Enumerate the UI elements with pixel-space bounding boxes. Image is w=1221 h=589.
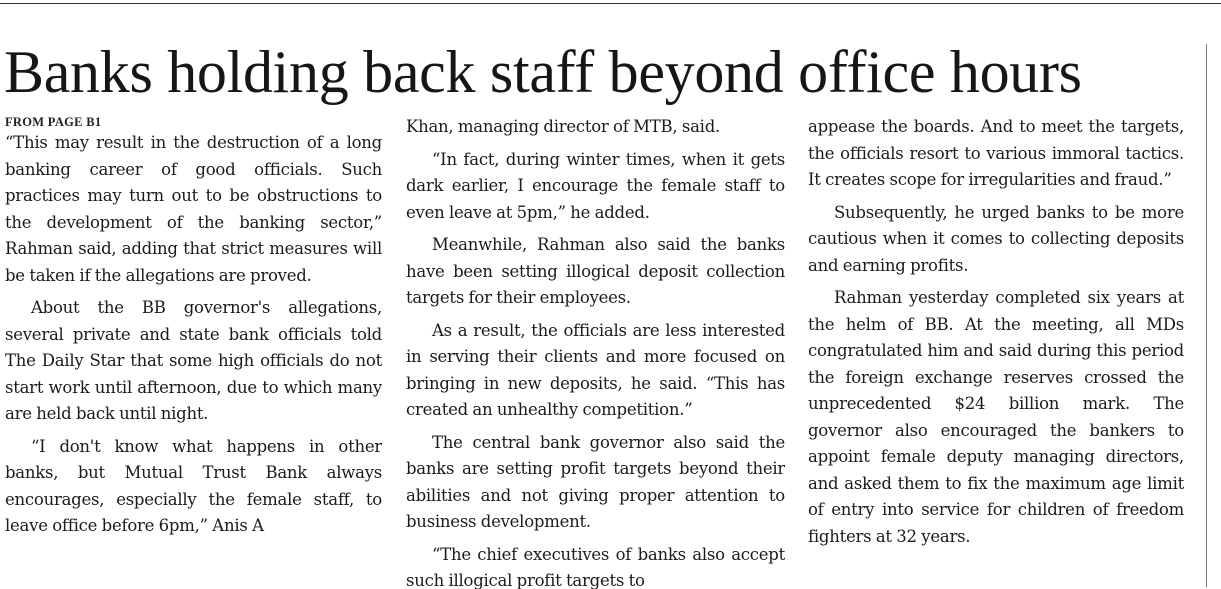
paragraph: As a result, the officials are less interested in serving their clients and more focused on bringing in new deposits, he said. “This has created an unhealthy competition.”: [406, 318, 785, 424]
paragraph: “This may result in the destruction of a long banking career of good officials. Such practices may turn out to be obstructions to the development of the banking sector,” Rahman said, adding that strict measures will be taken if the allegations are proved.: [5, 130, 382, 289]
headline: Banks holding back staff beyond office hours: [4, 36, 1204, 108]
paragraph: “I don't know what happens in other banks, but Mutual Trust Bank always encourages, especially the female staff, to leave office before 6pm,” Anis A: [5, 434, 382, 540]
paragraph: “The chief executives of banks also accept such illogical profit targets to: [406, 542, 785, 589]
paragraph: About the BB governor's allegations, several private and state bank officials told The Daily Star that some high officials do not start work until afternoon, due to which many are held back until night.: [5, 295, 382, 428]
paragraph: Meanwhile, Rahman also said the banks have been setting illogical deposit collection targets for their employees.: [406, 232, 785, 312]
article-column-2: [406, 114, 785, 589]
paragraph: Rahman yesterday completed six years at the helm of BB. At the meeting, all MDs congratulated him and said during this period the foreign exchange reserves crossed the unprecedented $24 billion mark. The governor also encouraged the bankers to appoint female deputy managing directors, and asked them to fix the maximum age limit of entry into service for children of freedom fighters at 32 years.: [808, 285, 1184, 550]
article-column-3: [808, 114, 1184, 589]
column-rule: [1206, 44, 1207, 587]
paragraph: “In fact, during winter times, when it gets dark earlier, I encourage the female staff to even leave at 5pm,” he added.: [406, 147, 785, 227]
paragraph: The central bank governor also said the banks are setting profit targets beyond their abilities and not giving proper attention to business development.: [406, 430, 785, 536]
paragraph: appease the boards. And to meet the targets, the officials resort to various immoral tactics. It creates scope for irregularities and fraud.”: [808, 114, 1184, 194]
paragraph: Subsequently, he urged banks to be more cautious when it comes to collecting deposits and earning profits.: [808, 200, 1184, 280]
kicker: FROM PAGE B1: [5, 112, 382, 130]
paragraph: Khan, managing director of MTB, said.: [406, 114, 785, 141]
top-rule: [0, 3, 1221, 4]
article-column-1: [5, 112, 382, 587]
